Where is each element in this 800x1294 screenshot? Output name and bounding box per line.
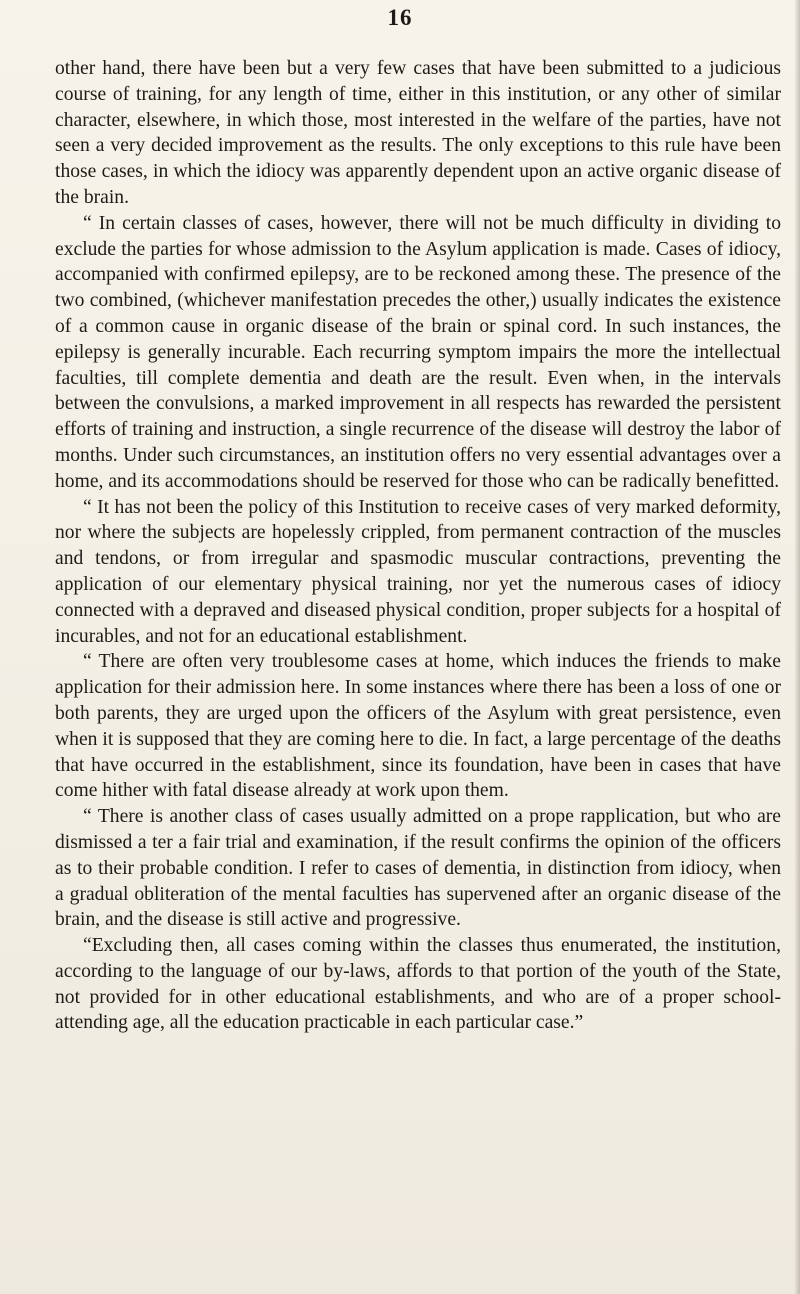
page-number: 16	[387, 5, 413, 30]
paragraph: “ There are often very troublesome cases at home, which induces the friends to make application for their admission here. In some instances where there has been a loss of one or both parents, they are urged upon the officers of the Asylum with great persistence, even when it is supposed that they are coming here to die. In fact, a large percentage of the deaths that have occurred in the establishment, since its foundation, have been in cases that have come hither with fatal disease already at work upon them.	[55, 651, 781, 802]
paragraph: other hand, there have been but a very few cases that have been submitted to a judicious course of training, for any length of time, either in this institution, or any other of similar character, elsewhere, in which those, most interested in the welfare of the parties, have not seen a very decided improvement as the results. The only exceptions to this rule have been those cases, in which the idiocy was apparently dependent upon an active organic disease of the brain.	[55, 58, 781, 208]
paragraph: “ In certain classes of cases, however, there will not be much difficulty in dividing to exclude the parties for whose admission to the Asylum application is made. Cases of idiocy, accompanied with confirmed epilepsy, are to be reckoned among these. The presence of the two combined, (whichever manifestation precedes the other,) usually indicates the existence of a common cause in organic disease of the brain or spinal cord. In such instances, the epilepsy is generally incurable. Each recurring symptom impairs the more the intellectual faculties, till complete dementia and death are the result. Even when, in the intervals between the convulsions, a marked improvement in all respects has rewarded the persistent efforts of training and instruction, a single recurrence of the disease will destroy the labor of months. Under such circumstances, an institution offers no very essential advantages over a home, and its accommodations should be reserved for those who can be radically benefitted.	[55, 212, 781, 492]
page-edge-shadow	[794, 0, 800, 1294]
paragraph: “ It has not been the policy of this Institution to receive cases of very marked deformity, nor where the subjects are hopelessly crippled, from permanent contraction of the muscles and tendons, or from irregular and spasmodic muscular contractions, preventing the application of our elementary physical training, nor yet the numerous cases of idiocy connected with a depraved and diseased physical condition, proper subjects for a hospital of incurables, and not for an educational establishment.	[55, 496, 781, 647]
body-text	[55, 56, 781, 1036]
paragraph: “ There is another class of cases usually admitted on a prope rapplication, but who are dismissed a ter a fair trial and examination, if the result confirms the opinion of the officers as to their probable condition. I refer to cases of dementia, in distinction from idiocy, when a gradual obliteration of the mental faculties has supervened after an organic disease of the brain, and the disease is still active and progressive.	[55, 806, 781, 931]
paragraph: “Excluding then, all cases coming within the classes thus enumerated, the institution, according to the language of our by-laws, affords to that portion of the youth of the State, not provided for in other educational establishments, and who are of a proper school-attending age, all the education practicable in each particular case.”	[55, 935, 781, 1034]
